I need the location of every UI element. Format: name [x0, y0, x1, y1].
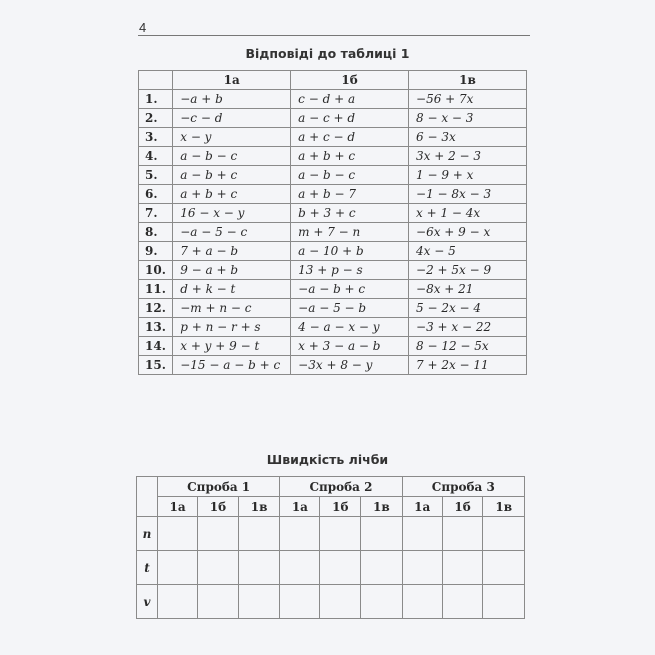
answer-row — [139, 147, 527, 166]
answer-1b: a − b − c — [291, 166, 409, 185]
row-label: v — [137, 585, 158, 619]
blank-cell[interactable] — [442, 551, 483, 585]
row-number: 11. — [139, 280, 173, 299]
answer-1v: −6x + 9 − x — [409, 223, 527, 242]
blank-cell[interactable] — [238, 551, 280, 585]
answer-row — [139, 356, 527, 375]
answer-row — [139, 109, 527, 128]
answer-1v: 6 − 3x — [409, 128, 527, 147]
blank-cell[interactable] — [158, 517, 198, 551]
row-number: 13. — [139, 318, 173, 337]
answer-row — [139, 166, 527, 185]
blank-cell[interactable] — [402, 517, 442, 551]
attempt-header: Спроба 3 — [402, 477, 524, 497]
subcolumn-header: 1б — [320, 497, 361, 517]
answer-1a: 9 − a + b — [173, 261, 291, 280]
row-number: 7. — [139, 204, 173, 223]
blank-cell[interactable] — [402, 551, 442, 585]
subcolumn-header: 1а — [280, 497, 320, 517]
answers-header-row — [139, 71, 527, 90]
blank-cell[interactable] — [361, 585, 403, 619]
answer-row — [139, 337, 527, 356]
answer-1b: m + 7 − n — [291, 223, 409, 242]
row-number: 6. — [139, 185, 173, 204]
answer-1v: 3x + 2 − 3 — [409, 147, 527, 166]
answer-1a: a − b − c — [173, 147, 291, 166]
header-cell: 1в — [409, 71, 527, 90]
speed-row — [137, 517, 525, 551]
speed-row — [137, 585, 525, 619]
row-number: 15. — [139, 356, 173, 375]
speed-table — [136, 476, 525, 619]
answer-1v: −8x + 21 — [409, 280, 527, 299]
answer-1a: a + b + c — [173, 185, 291, 204]
blank-cell[interactable] — [158, 585, 198, 619]
blank-cell[interactable] — [483, 585, 525, 619]
row-number: 12. — [139, 299, 173, 318]
blank-cell[interactable] — [280, 585, 320, 619]
section1-title: Відповіді до таблиці 1 — [245, 46, 410, 61]
answer-1b: a + c − d — [291, 128, 409, 147]
answer-1v: 4x − 5 — [409, 242, 527, 261]
answer-1v: 8 − 12 − 5x — [409, 337, 527, 356]
speed-row — [137, 551, 525, 585]
attempt-header: Спроба 2 — [280, 477, 402, 497]
answer-1a: −m + n − c — [173, 299, 291, 318]
header-rule — [138, 35, 530, 36]
answer-row — [139, 90, 527, 109]
answer-1v: 7 + 2x − 11 — [409, 356, 527, 375]
blank-cell[interactable] — [361, 551, 403, 585]
row-number: 9. — [139, 242, 173, 261]
subcolumn-header-row — [137, 497, 525, 517]
answer-1v: −56 + 7x — [409, 90, 527, 109]
attempt-header: Спроба 1 — [158, 477, 280, 497]
row-number: 8. — [139, 223, 173, 242]
answer-1v: −3 + x − 22 — [409, 318, 527, 337]
blank-cell[interactable] — [442, 517, 483, 551]
blank-cell[interactable] — [320, 551, 361, 585]
answer-row — [139, 128, 527, 147]
answer-1v: 5 − 2x − 4 — [409, 299, 527, 318]
blank-cell[interactable] — [238, 585, 280, 619]
answer-row — [139, 318, 527, 337]
answer-1b: a − c + d — [291, 109, 409, 128]
subcolumn-header: 1а — [402, 497, 442, 517]
answer-1b: −3x + 8 − y — [291, 356, 409, 375]
blank-cell[interactable] — [402, 585, 442, 619]
answer-1v: 1 − 9 + x — [409, 166, 527, 185]
subcolumn-header: 1б — [198, 497, 239, 517]
row-label: n — [137, 517, 158, 551]
answer-1a: 7 + a − b — [173, 242, 291, 261]
subcolumn-header: 1в — [361, 497, 403, 517]
answer-1v: 8 − x − 3 — [409, 109, 527, 128]
answer-1a: −15 − a − b + c — [173, 356, 291, 375]
header-cell: 1а — [173, 71, 291, 90]
row-number: 2. — [139, 109, 173, 128]
blank-cell[interactable] — [320, 517, 361, 551]
blank-cell[interactable] — [198, 517, 239, 551]
blank-cell[interactable] — [361, 517, 403, 551]
answer-1b: 13 + p − s — [291, 261, 409, 280]
answer-1b: a − 10 + b — [291, 242, 409, 261]
answer-1a: −a − 5 − c — [173, 223, 291, 242]
row-label: t — [137, 551, 158, 585]
answer-row — [139, 223, 527, 242]
blank-cell[interactable] — [483, 551, 525, 585]
header-cell — [139, 71, 173, 90]
answers-table — [138, 70, 527, 375]
answer-1a: −c − d — [173, 109, 291, 128]
corner-cell — [137, 477, 158, 517]
answer-1v: x + 1 − 4x — [409, 204, 527, 223]
attempt-header-row — [137, 477, 525, 497]
section2-title: Швидкість лічби — [266, 452, 389, 467]
row-number: 1. — [139, 90, 173, 109]
answer-1v: −2 + 5x − 9 — [409, 261, 527, 280]
subcolumn-header: 1б — [442, 497, 483, 517]
row-number: 14. — [139, 337, 173, 356]
answer-row — [139, 261, 527, 280]
answer-1b: c − d + a — [291, 90, 409, 109]
answer-1a: x − y — [173, 128, 291, 147]
blank-cell[interactable] — [442, 585, 483, 619]
blank-cell[interactable] — [320, 585, 361, 619]
answer-1b: b + 3 + c — [291, 204, 409, 223]
answer-1v: −1 − 8x − 3 — [409, 185, 527, 204]
row-number: 10. — [139, 261, 173, 280]
row-number: 5. — [139, 166, 173, 185]
blank-cell[interactable] — [198, 585, 239, 619]
header-cell: 1б — [291, 71, 409, 90]
page-number: 4 — [139, 20, 147, 35]
answer-1a: d + k − t — [173, 280, 291, 299]
subcolumn-header: 1а — [158, 497, 198, 517]
subcolumn-header: 1в — [483, 497, 525, 517]
answer-1a: p + n − r + s — [173, 318, 291, 337]
answer-1a: a − b + c — [173, 166, 291, 185]
answer-1b: x + 3 − a − b — [291, 337, 409, 356]
blank-cell[interactable] — [483, 517, 525, 551]
answer-1a: x + y + 9 − t — [173, 337, 291, 356]
answer-1b: −a − b + c — [291, 280, 409, 299]
answer-row — [139, 204, 527, 223]
answer-1a: 16 − x − y — [173, 204, 291, 223]
answer-1b: −a − 5 − b — [291, 299, 409, 318]
blank-cell[interactable] — [198, 551, 239, 585]
answer-row — [139, 299, 527, 318]
row-number: 4. — [139, 147, 173, 166]
answer-1b: a + b − 7 — [291, 185, 409, 204]
blank-cell[interactable] — [280, 551, 320, 585]
answer-row — [139, 185, 527, 204]
subcolumn-header: 1в — [238, 497, 280, 517]
answer-row — [139, 280, 527, 299]
blank-cell[interactable] — [238, 517, 280, 551]
answer-1a: −a + b — [173, 90, 291, 109]
answer-row — [139, 242, 527, 261]
blank-cell[interactable] — [280, 517, 320, 551]
row-number: 3. — [139, 128, 173, 147]
answer-1b: a + b + c — [291, 147, 409, 166]
answer-1b: 4 − a − x − y — [291, 318, 409, 337]
blank-cell[interactable] — [158, 551, 198, 585]
